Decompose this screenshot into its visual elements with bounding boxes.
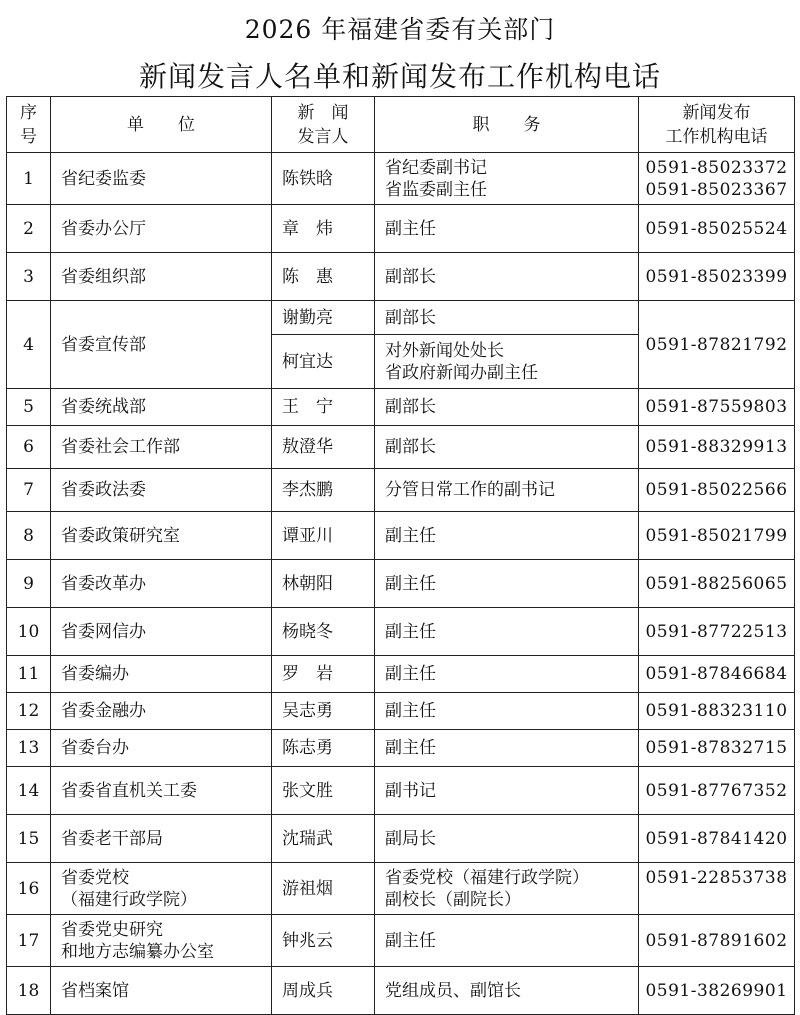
position-line: 省纪委副书记: [385, 157, 487, 178]
row-index: 14: [7, 767, 51, 815]
row-index: 1: [7, 153, 51, 205]
phone-line: 0591-85023372: [645, 157, 788, 178]
header-index-line: 序: [20, 102, 37, 123]
header-phone-line: 新闻发布: [682, 102, 751, 123]
row-unit: [51, 863, 272, 915]
unit-line: 省委党史研究: [61, 919, 163, 940]
row-position: [375, 863, 639, 915]
row-speaker: 谭亚川: [272, 512, 375, 560]
row-position: 副主任: [375, 512, 639, 560]
row-position: 副主任: [375, 730, 639, 767]
row-speaker: 谢勤亮: [272, 301, 375, 335]
row-index: 15: [7, 815, 51, 863]
table-row: [7, 656, 795, 693]
row-speaker: 沈瑞武: [272, 815, 375, 863]
table-row: [7, 426, 795, 469]
row-index: 4: [7, 301, 51, 389]
phone-line: 0591-85023367: [645, 179, 788, 200]
row-position: 副部长: [375, 426, 639, 469]
row-position: 副局长: [375, 815, 639, 863]
row-position: 副部长: [375, 389, 639, 426]
row-speaker: 林朝阳: [272, 560, 375, 608]
row-index: 11: [7, 656, 51, 693]
row-unit: 省委台办: [51, 730, 272, 767]
row-index: 10: [7, 608, 51, 656]
row-position: 副主任: [375, 693, 639, 730]
title-line-1: 2026 年福建省委有关部门: [244, 15, 556, 44]
row-unit: 省委宣传部: [51, 301, 272, 389]
position-line: 省监委副主任: [385, 179, 487, 200]
row-speaker: 周成兵: [272, 967, 375, 1015]
header-spokesperson: [272, 97, 375, 153]
row-position: 副主任: [375, 560, 639, 608]
row-unit: [51, 915, 272, 967]
header-phone: [639, 97, 795, 153]
row-index: 3: [7, 253, 51, 301]
unit-line: 和地方志编纂办公室: [61, 941, 214, 962]
header-phone-line: 工作机构电话: [665, 126, 768, 147]
row-phone: 0591-88256065: [639, 560, 795, 608]
row-unit: 省委社会工作部: [51, 426, 272, 469]
row-unit: 省委编办: [51, 656, 272, 693]
row-phone: 0591-38269901: [639, 967, 795, 1015]
row-speaker: 敖澄华: [272, 426, 375, 469]
row-speaker: 陈志勇: [272, 730, 375, 767]
table-header-row: [7, 97, 795, 153]
row-speaker: 吴志勇: [272, 693, 375, 730]
row-position: 副部长: [375, 301, 639, 335]
row-index: 12: [7, 693, 51, 730]
row-phone: 0591-87891602: [639, 915, 795, 967]
row-unit: 省委金融办: [51, 693, 272, 730]
row-position: [375, 153, 639, 205]
row-phone: 0591-88329913: [639, 426, 795, 469]
row-unit: 省纪委监委: [51, 153, 272, 205]
table-row: [7, 205, 795, 253]
row-speaker: 杨晓冬: [272, 608, 375, 656]
position-line: 副校长（副院长）: [385, 889, 521, 910]
row-index: 18: [7, 967, 51, 1015]
table-row: [7, 389, 795, 426]
row-index: 16: [7, 863, 51, 915]
row-speaker: 陈 惠: [272, 253, 375, 301]
row-phone: 0591-87821792: [639, 301, 795, 389]
row-index: 9: [7, 560, 51, 608]
header-position: 职 务: [375, 97, 639, 153]
spokesperson-table: [6, 96, 795, 1015]
row-phone: 0591-87846684: [639, 656, 795, 693]
row-phone: 0591-85023399: [639, 253, 795, 301]
row-speaker: 张文胜: [272, 767, 375, 815]
table-row: [7, 767, 795, 815]
table-row: [7, 693, 795, 730]
position-line: 省政府新闻办副主任: [385, 362, 538, 383]
row-position: [375, 335, 639, 389]
row-position: 副书记: [375, 767, 639, 815]
row-unit: 省委组织部: [51, 253, 272, 301]
row-position: 副主任: [375, 608, 639, 656]
row-speaker: 李杰鹏: [272, 469, 375, 512]
row-phone: 0591-85022566: [639, 469, 795, 512]
header-unit: 单 位: [51, 97, 272, 153]
row-unit: 省委政策研究室: [51, 512, 272, 560]
row-index: 2: [7, 205, 51, 253]
row-index: 7: [7, 469, 51, 512]
row-unit: 省委改革办: [51, 560, 272, 608]
row-speaker: 陈铁晗: [272, 153, 375, 205]
table-row: [7, 967, 795, 1015]
row-phone: 0591-87832715: [639, 730, 795, 767]
row-phone: 0591-87767352: [639, 767, 795, 815]
table-row: [7, 512, 795, 560]
header-spokesperson-line: 发言人: [297, 126, 349, 147]
row-index: 17: [7, 915, 51, 967]
table-row: [7, 608, 795, 656]
row-index: 8: [7, 512, 51, 560]
unit-line: （福建行政学院）: [61, 889, 197, 910]
header-index: [7, 97, 51, 153]
table-row: [7, 560, 795, 608]
row-unit: 省委网信办: [51, 608, 272, 656]
title-line-2: 新闻发言人名单和新闻发布工作机构电话: [138, 60, 661, 93]
table-row: [7, 730, 795, 767]
row-phone: 0591-85025524: [639, 205, 795, 253]
row-phone: 0591-85021799: [639, 512, 795, 560]
row-unit: 省档案馆: [51, 967, 272, 1015]
table-row: [7, 253, 795, 301]
row-position: 分管日常工作的副书记: [375, 469, 639, 512]
row-position: 副主任: [375, 915, 639, 967]
row-phone: 0591-87559803: [639, 389, 795, 426]
table-row: [7, 301, 795, 335]
row-index: 13: [7, 730, 51, 767]
header-index-line: 号: [20, 126, 37, 147]
table-row: [7, 863, 795, 915]
row-phone: 0591-87841420: [639, 815, 795, 863]
table-body: [7, 153, 795, 1015]
row-phone: [639, 153, 795, 205]
row-position: 副主任: [375, 205, 639, 253]
row-speaker: 柯宜达: [272, 335, 375, 389]
position-line: 省委党校（福建行政学院）: [385, 867, 589, 888]
row-phone: 0591-22853738: [639, 863, 795, 915]
row-index: 6: [7, 426, 51, 469]
row-unit: 省委省直机关工委: [51, 767, 272, 815]
row-position: 副主任: [375, 656, 639, 693]
row-phone: 0591-88323110: [639, 693, 795, 730]
row-unit: 省委统战部: [51, 389, 272, 426]
table-row: [7, 815, 795, 863]
row-unit: 省委老干部局: [51, 815, 272, 863]
row-speaker: 游祖烟: [272, 863, 375, 915]
unit-line: 省委党校: [61, 867, 129, 888]
position-line: 对外新闻处处长: [385, 340, 504, 361]
table-row: [7, 153, 795, 205]
row-phone: 0591-87722513: [639, 608, 795, 656]
table-row: [7, 469, 795, 512]
row-speaker: 罗 岩: [272, 656, 375, 693]
row-speaker: 王 宁: [272, 389, 375, 426]
row-position: 党组成员、副馆长: [375, 967, 639, 1015]
table-row: [7, 915, 795, 967]
row-speaker: 钟兆云: [272, 915, 375, 967]
row-unit: 省委办公厅: [51, 205, 272, 253]
row-index: 5: [7, 389, 51, 426]
row-unit: 省委政法委: [51, 469, 272, 512]
row-position: 副部长: [375, 253, 639, 301]
row-speaker: 章 炜: [272, 205, 375, 253]
header-spokesperson-line: 新 闻: [297, 102, 349, 123]
